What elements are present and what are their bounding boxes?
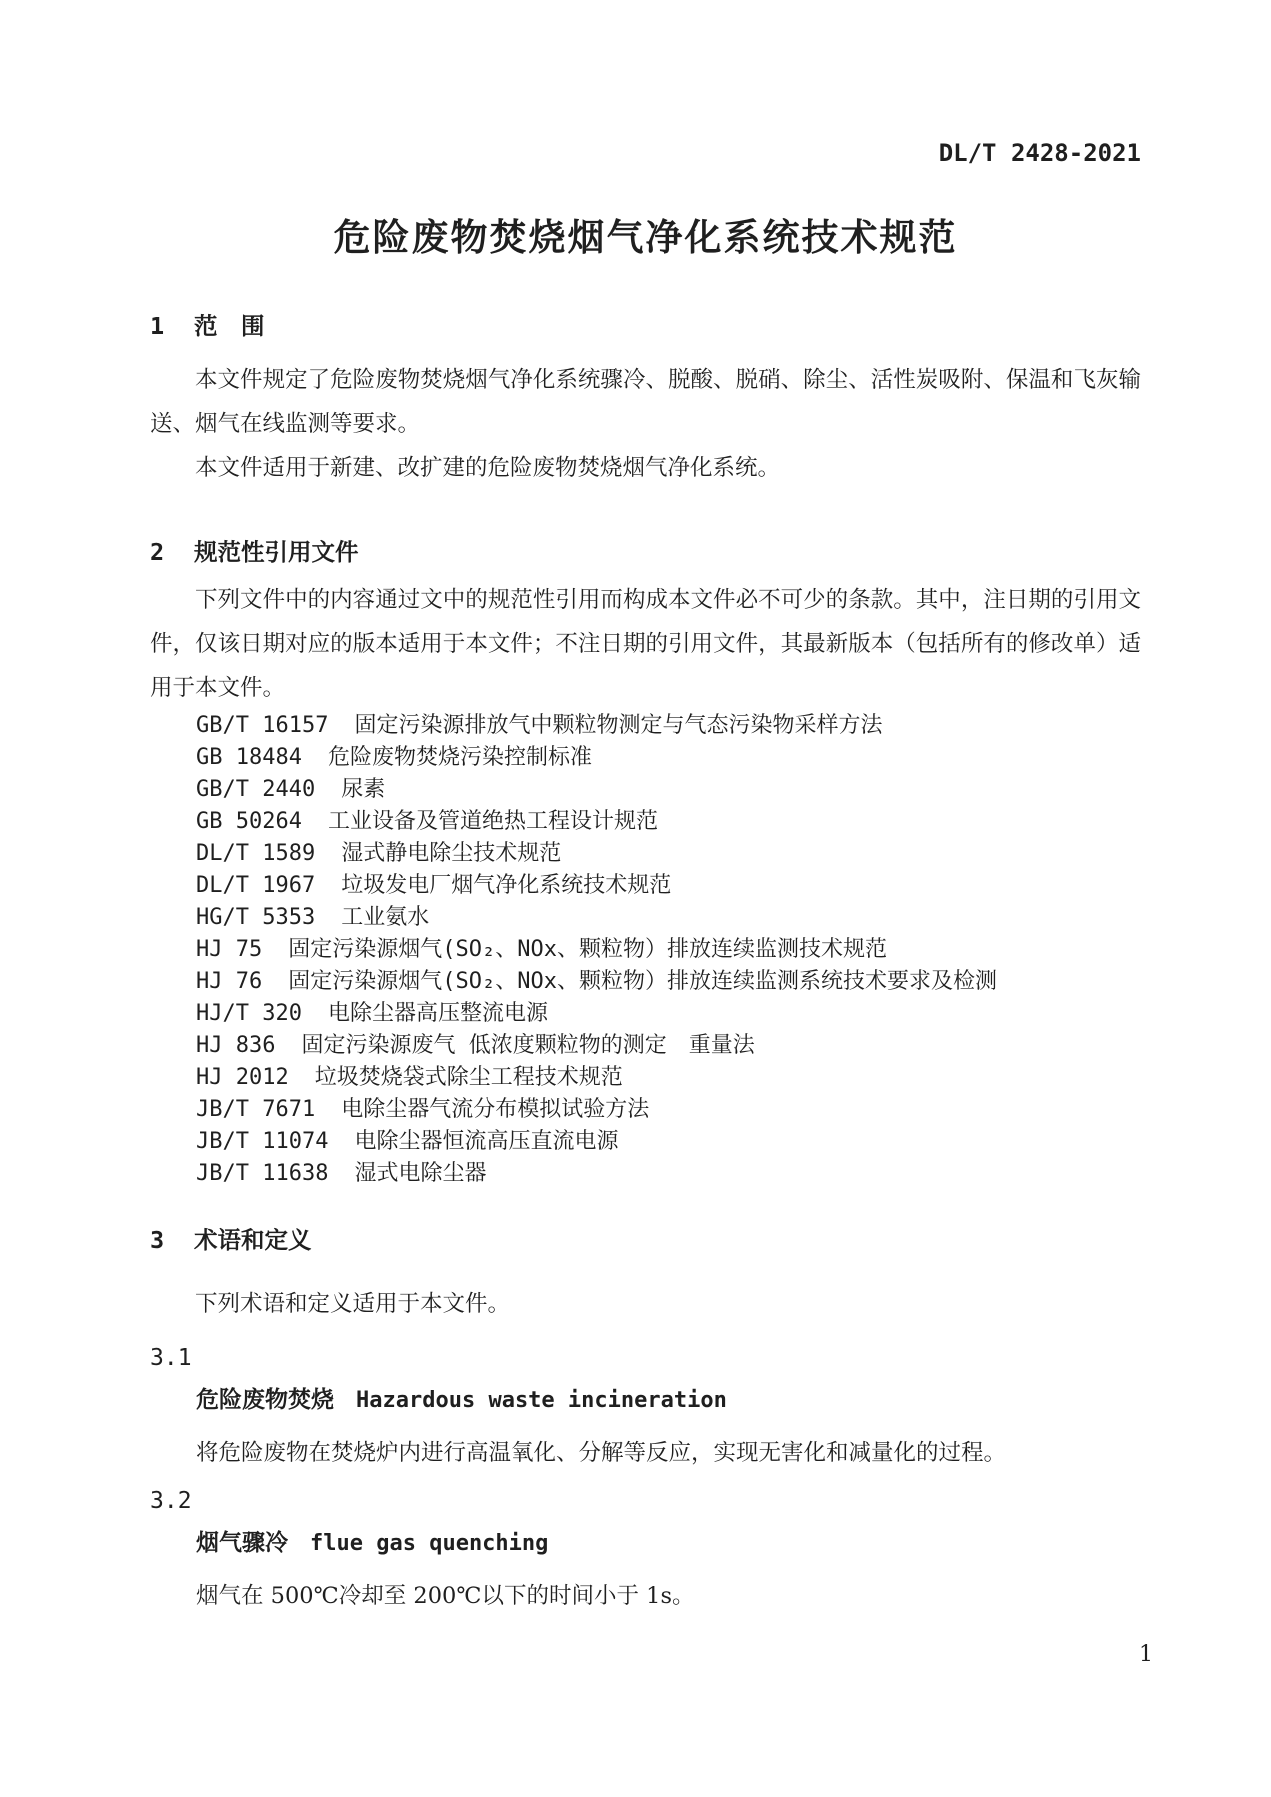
scope-paragraph-2: 本文件适用于新建、改扩建的危险废物焚烧烟气净化系统。 [195,455,781,481]
reference-code: JB/T 7671 [196,1097,316,1122]
reference-title: 工业设备及管道绝热工程设计规范 [327,809,658,834]
references-intro-paragraph: 下列文件中的内容通过文中的规范性引用而构成本文件必不可少的条款。其中，注日期的引用文件，仅该日期对应的版本适用于本文件；不注日期的引用文件，其最新版本（包括所有的修改单）适用于本文件。 [150,587,1141,701]
section-3-number: 3 [150,1226,165,1254]
section-1-heading [150,310,1141,342]
page-number: 1 [1139,1642,1153,1667]
reference-title: 固定污染源烟气(SO₂、NOx、颗粒物）排放连续监测系统技术要求及检测 [288,969,997,994]
reference-code: JB/T 11638 [196,1161,329,1186]
reference-code: DL/T 1967 [196,873,316,898]
reference-code: GB/T 16157 [196,713,329,738]
reference-title: 尿素 [341,777,386,802]
reference-title: 电除尘器恒流高压直流电源 [354,1129,619,1154]
section-3-title: 术语和定义 [194,1226,312,1254]
page-content [0,138,1271,1618]
reference-item [196,1126,1141,1158]
term-name-zh: 危险废物焚烧 [196,1387,334,1413]
term-definition: 烟气在 500℃冷却至 200℃以下的时间小于 1s。 [196,1583,695,1609]
reference-item [196,742,1141,774]
term-name-en: Hazardous waste incineration [356,1388,727,1413]
reference-code: DL/T 1589 [196,841,316,866]
term-number: 3.2 [150,1488,192,1514]
reference-code: GB 18484 [196,745,302,770]
reference-code: GB 50264 [196,809,302,834]
reference-code: HJ 75 [196,937,263,962]
reference-code: JB/T 11074 [196,1129,329,1154]
reference-item [196,1094,1141,1126]
reference-title: 固定污染源废气 低浓度颗粒物的测定 重量法 [301,1033,755,1058]
terms-intro-paragraph: 下列术语和定义适用于本文件。 [195,1291,511,1317]
standard-code: DL/T 2428-2021 [938,139,1141,167]
term-definition: 将危险废物在焚烧炉内进行高温氧化、分解等反应，实现无害化和减量化的过程。 [196,1440,1007,1466]
reference-item [196,934,1141,966]
reference-title: 湿式静电除尘技术规范 [341,841,562,866]
term-entry [196,1527,1141,1562]
reference-item [196,1030,1141,1062]
term-entry [196,1384,1141,1419]
reference-item [196,1158,1141,1190]
reference-title: 固定污染源烟气(SO₂、NOx、颗粒物）排放连续监测技术规范 [288,937,887,962]
document-title: 危险废物焚烧烟气净化系统技术规范 [333,216,958,259]
reference-title: 电除尘器高压整流电源 [327,1001,548,1026]
reference-item [196,902,1141,934]
reference-title: 湿式电除尘器 [354,1161,487,1186]
reference-item [196,838,1141,870]
reference-code: HJ 76 [196,969,263,994]
reference-code: HG/T 5353 [196,905,316,930]
section-2-title: 规范性引用文件 [194,538,359,566]
reference-title: 工业氨水 [341,905,430,930]
reference-item [196,806,1141,838]
reference-title: 固定污染源排放气中颗粒物测定与气态污染物采样方法 [354,713,883,738]
reference-item [196,998,1141,1030]
section-1-title: 范 围 [194,312,265,340]
normative-references-list [150,710,1141,1190]
reference-item [196,966,1141,998]
reference-code: HJ 836 [196,1033,276,1058]
reference-code: GB/T 2440 [196,777,316,802]
section-1-number: 1 [150,312,165,340]
reference-code: HJ 2012 [196,1065,289,1090]
section-2-number: 2 [150,538,165,566]
reference-item [196,774,1141,806]
term-name-en: flue gas quenching [310,1531,549,1556]
scope-paragraph-1: 本文件规定了危险废物焚烧烟气净化系统骤冷、脱酸、脱硝、除尘、活性炭吸附、保温和飞灰输送、烟气在线监测等要求。 [150,367,1141,437]
term-name-zh: 烟气骤冷 [196,1530,288,1556]
reference-item [196,710,1141,742]
section-3-heading [150,1224,1141,1256]
term-number: 3.1 [150,1345,192,1371]
reference-title: 垃圾焚烧袋式除尘工程技术规范 [314,1065,623,1090]
reference-code: HJ/T 320 [196,1001,302,1026]
section-2-heading [150,536,1141,568]
reference-title: 危险废物焚烧污染控制标准 [327,745,592,770]
reference-item [196,870,1141,902]
reference-title: 垃圾发电厂烟气净化系统技术规范 [341,873,672,898]
reference-title: 电除尘器气流分布模拟试验方法 [341,1097,650,1122]
reference-item [196,1062,1141,1094]
